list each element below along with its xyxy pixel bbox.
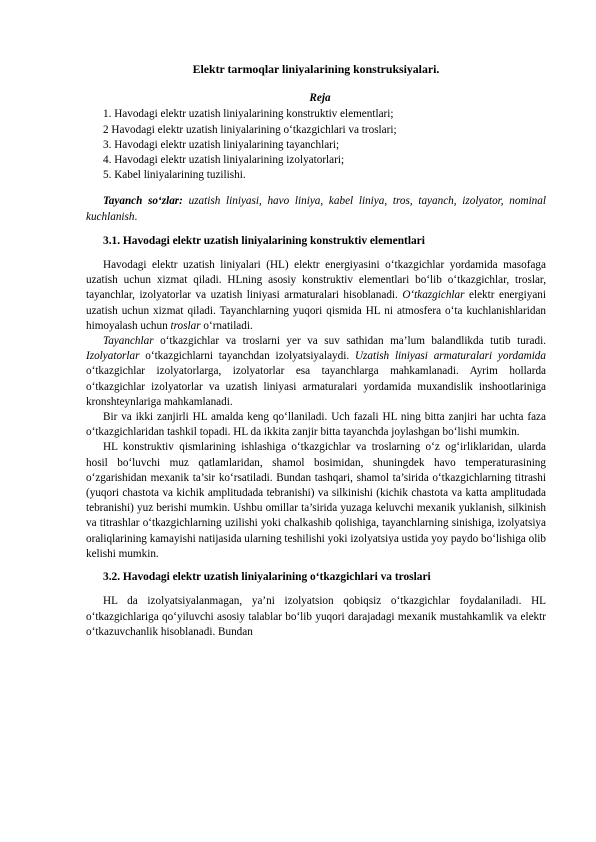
plan-item: 2 Havodagi elektr uzatish liniyalarining o‘tkazgichlari va troslari; [103,123,397,136]
keywords-paragraph [86,194,546,224]
section-heading-1: 3.1. Havodagi elektr uzatish liniyalarining konstruktiv elementlari [103,234,425,247]
plan-item: 1. Havodagi elektr uzatish liniyalarining konstruktiv elementlari; [103,108,394,121]
text-run: elektr energiyani uzatish uchun xizmat qiladi. Tayanchlarning yuqori qismida HL ni atmosfera o‘ta kuchlanishlaridan himoyalash uchun [86,289,546,332]
italic-term: Uzatish liniyasi armaturalari yordamida [354,350,546,363]
plan-heading: Reja [309,92,331,105]
plan-list [86,107,546,183]
section1-paragraph-3: Bir va ikki zanjirli HL amalda keng qo‘llaniladi. Uch fazali HL ning bitta zanjiri har uchta faza o‘tkazgichlaridan tashkil topadi. HL da ikkita zanjir bitta tayanchda joylashgan bo‘lishi mumkin. [86,411,546,439]
text-run: o‘rnatiladi. [200,319,253,332]
plan-item: 4. Havodagi elektr uzatish liniyalarining izolyatorlari; [103,154,345,167]
text-run: o‘tkazgichlar izolyatorlarga, izolyatorlar esa tayanchlarga mahkamlanadi. Ayrim hollarda o‘tkazgichlar izolyatorlar va uzatish liniyasi armaturalari yordamida muxandislik inshootlariniga kronshteynlariga mahkamlanadi. [86,365,546,408]
plan-item: 5. Kabel liniyalarining tuzilishi. [103,169,246,182]
italic-term: troslar [170,319,201,332]
text-run: Havodagi elektr uzatish liniyalari (HL) elektr energiyasini o‘tkazgichlar yordamida masofaga uzatish uchun xizmat qiladi. HLning asosiy konstruktiv elementlari bo‘lib o‘tkazgichlar, troslar, tayanchlar, izolyatorlar va uzatish liniyasi armaturalari hisoblanadi. [86,259,546,302]
keywords-label: Tayanch so‘zlar: [103,195,183,208]
italic-term: O‘tkazgichlar [402,289,465,302]
section1-paragraph-2 [86,334,546,410]
italic-term: Tayanchlar [103,335,154,348]
text-run: o‘tkazgichlarni tayanchdan izolyatsiyalaydi. [139,350,355,363]
document-title: Elektr tarmoqlar liniyalarining konstruksiyalari. [192,62,440,76]
keywords-text: uzatish liniyasi, havo liniya, kabel liniya, tros, tayanch, izolyator, nominal kuchlanish [86,195,546,223]
plan-item: 3. Havodagi elektr uzatish liniyalarining tayanchlari; [103,138,340,151]
section1-paragraph-4: HL konstruktiv qismlarining ishlashiga o‘tkazgichlar va troslarning o‘z og‘irliklaridan, ularda hosil bo‘luvchi muz qatlamlaridan, shamol bosimidan, shuningdek havo temperaturasining o‘zgarishidan mexanik ta’sir ko‘rsatiladi. Bundan tashqari, shamol ta’sirida o‘tkazgichlarning titrashi (yuqori chastota va kichik amplitudada tebranishi) va silkinishi (kichik chastota va katta amplitudada tebranishi) yuz berishi mumkin. Ushbu omillar ta’sirida yuzaga keluvchi mexanik yuklanish, silkinish va titrashlar o‘tkazgichlarning uzilishi yoki chalkashib qolishiga, tayanchlarning sinishiga, izolyatsiya oraliqlarining kamayishi natijasida ularning teshilishi yoki izolyatsiya ustida yoy paydo bo‘lishiga olib kelishi mumkin. [86,441,546,560]
text-run: o‘tkazgichlar va troslarni yer va suv sathidan ma’lum balandlikda tutib turadi. [153,335,546,348]
italic-term: Izolyatorlar [86,350,140,363]
document-page [86,62,546,640]
section-heading-2: 3.2. Havodagi elektr uzatish liniyalarining o‘tkazgichlari va troslari [103,571,431,584]
section1-paragraph-1 [86,258,546,334]
section2-paragraph-1: HL da izolyatsiyalanmagan, ya’ni izolyatsion qobiqsiz o‘tkazgichlar foydalaniladi. HL o‘tkazgichlariga qo‘yiluvchi asosiy talablar bo‘lib yuqori darajadagi mexanik mustahkamlik va elektr o‘tkazuvchanlik hisoblanadi. Bundan [86,595,546,638]
keywords-end: . [134,210,138,223]
